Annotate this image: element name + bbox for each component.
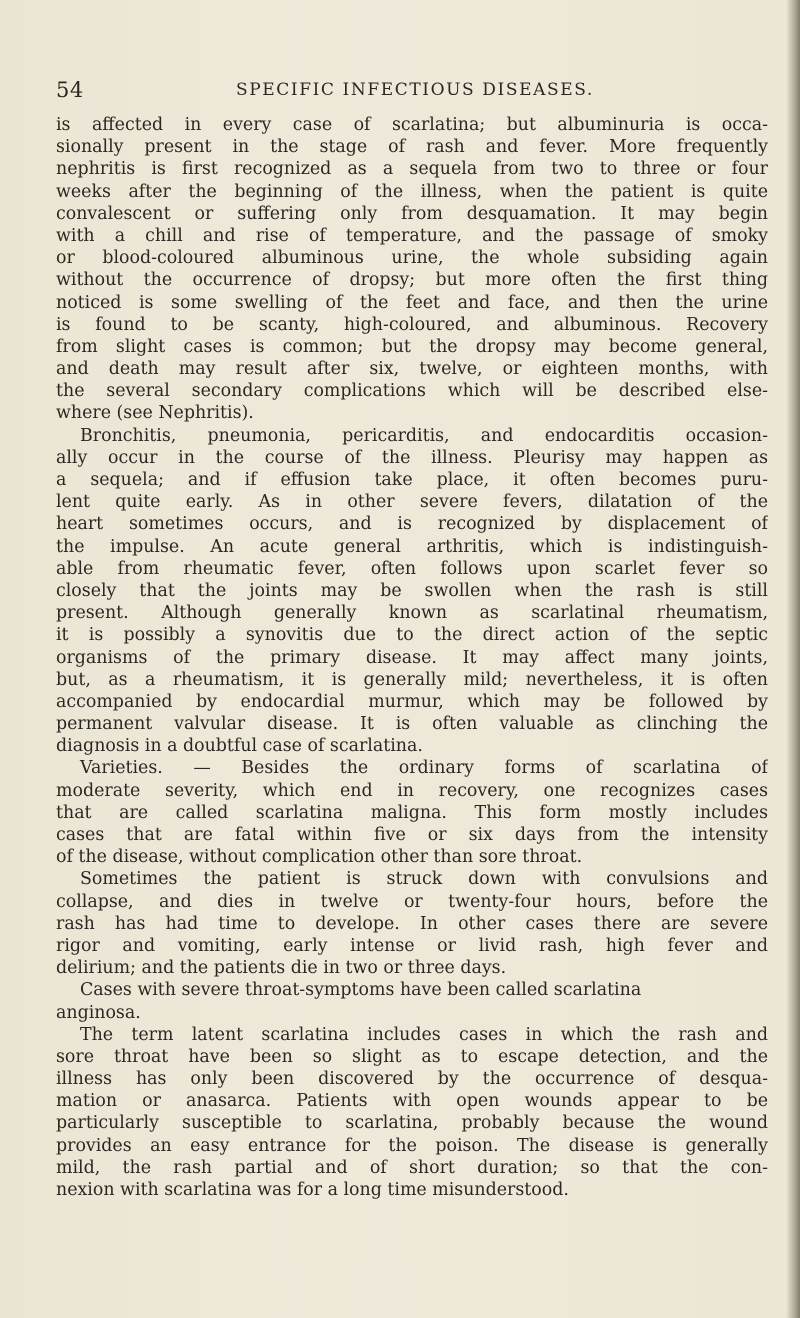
text-line: noticed is some swelling of the feet and face, and then the urine	[56, 292, 768, 313]
text-line: anginosa.	[56, 1002, 141, 1023]
text-line: is affected in every case of scarlatina; but albuminuria is occa-	[56, 115, 768, 135]
text-line: heart sometimes occurs, and is recognized by displacement of	[56, 514, 768, 535]
text-line: and death may result after six, twelve, or eighteen months, with	[56, 359, 768, 380]
text-line: the several secondary complications which will be described else-	[56, 381, 768, 402]
text-line: nephritis is first recognized as a sequela from two to three or four	[56, 159, 768, 180]
text-line: Varieties. — Besides the ordinary forms of scarlatina of	[80, 758, 768, 779]
text-line: illness has only been discovered by the occurrence of desqua-	[56, 1069, 768, 1090]
text-line: lent quite early. As in other severe fevers, dilatation of the	[56, 492, 768, 513]
running-head: SPECIFIC INFECTIOUS DISEASES.	[236, 80, 594, 100]
text-line: accompanied by endocardial murmur, which may be followed by	[56, 691, 768, 712]
text-line: moderate severity, which end in recovery, one recognizes cases	[56, 780, 768, 801]
text-line: Sometimes the patient is struck down with convulsions and	[80, 869, 768, 890]
text-line: convalescent or suffering only from desquamation. It may begin	[56, 203, 768, 224]
text-line: permanent valvular disease. It is often valuable as clinching the	[56, 714, 768, 735]
text-line: Cases with severe throat-symptoms have been called scarlatina	[80, 980, 642, 1001]
text-line: of the disease, without complication other than sore throat.	[56, 847, 583, 868]
text-line: sore throat have been so slight as to escape detection, and the	[56, 1046, 768, 1067]
text-line: closely that the joints may be swollen when the rash is still	[56, 580, 768, 601]
text-line: a sequela; and if effusion take place, it often becomes puru-	[56, 470, 768, 490]
text-line: organisms of the primary disease. It may affect many joints,	[56, 647, 768, 668]
text-line: present. Although generally known as scarlatinal rheumatism,	[56, 603, 768, 624]
text-line: ally occur in the course of the illness. Pleurisy may happen as	[56, 447, 768, 468]
text-line: rash has had time to develope. In other cases there are severe	[56, 913, 768, 934]
text-line: where (see Nephritis).	[56, 403, 254, 424]
text-line: rigor and vomiting, early intense or livid rash, high fever and	[56, 935, 768, 956]
text-line: cases that are fatal within five or six days from the intensity	[56, 825, 768, 845]
text-line: or blood-coloured albuminous urine, the whole subsiding again	[56, 248, 768, 269]
text-line: it is possibly a synovitis due to the direct action of the septic	[56, 625, 768, 646]
text-line: is found to be scanty, high-coloured, and albuminous. Recovery	[56, 314, 768, 335]
text-line: nexion with scarlatina was for a long time misunderstood.	[56, 1180, 569, 1200]
text-line: Bronchitis, pneumonia, pericarditis, and endocarditis occasion-	[80, 425, 768, 446]
text-line: without the occurrence of dropsy; but more often the first thing	[56, 270, 768, 291]
text-line: provides an easy entrance for the poison. The disease is generally	[56, 1135, 768, 1156]
text-line: particularly susceptible to scarlatina, probably because the wound	[56, 1113, 768, 1134]
text-line: that are called scarlatina maligna. This form mostly includes	[56, 802, 768, 823]
page-edge-shadow	[786, 0, 800, 1318]
page-number: 54	[56, 78, 84, 102]
text-line: mation or anasarca. Patients with open wounds appear to be	[56, 1091, 768, 1112]
text-line: the impulse. An acute general arthritis, which is indistinguish-	[56, 536, 768, 557]
text-line: delirium; and the patients die in two or three days.	[56, 958, 507, 979]
text-line: diagnosis in a doubtful case of scarlatina.	[56, 736, 423, 757]
text-line: from slight cases is common; but the dropsy may become general,	[56, 336, 768, 357]
text-line: able from rheumatic fever, often follows upon scarlet fever so	[56, 558, 768, 579]
text-line: sionally present in the stage of rash and fever. More frequently	[56, 137, 768, 158]
text-line: collapse, and dies in twelve or twenty-four hours, before the	[56, 891, 768, 912]
text-line: mild, the rash partial and of short duration; so that the con-	[56, 1157, 768, 1178]
body-text	[56, 114, 768, 1201]
text-line: but, as a rheumatism, it is generally mild; nevertheless, it is often	[56, 669, 768, 690]
text-line: weeks after the beginning of the illness, when the patient is quite	[56, 181, 768, 202]
page-header	[56, 78, 766, 106]
text-line: The term latent scarlatina includes cases in which the rash and	[80, 1024, 768, 1045]
text-line: with a chill and rise of temperature, and the passage of smoky	[56, 225, 768, 246]
